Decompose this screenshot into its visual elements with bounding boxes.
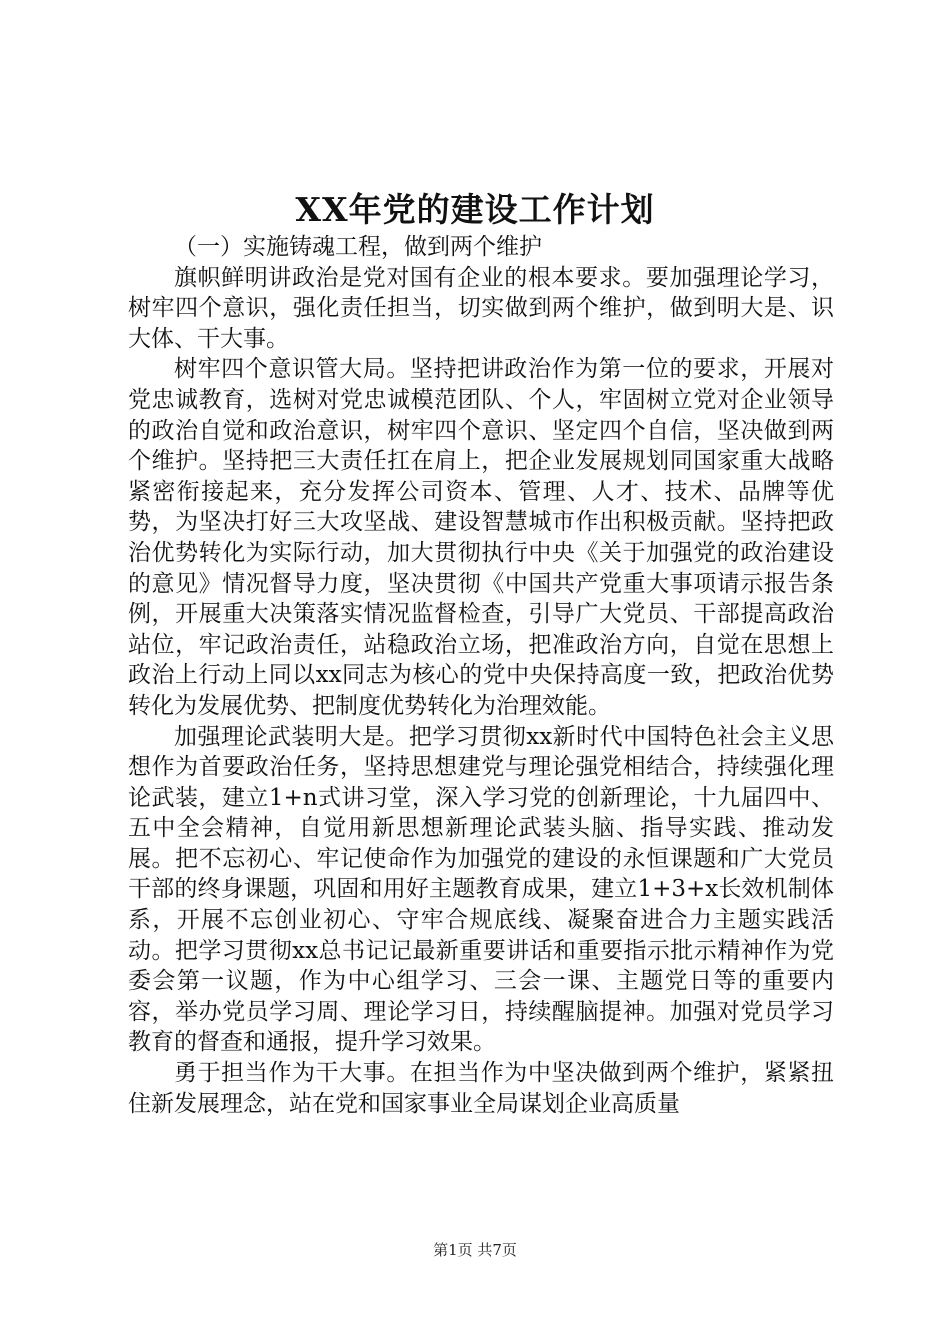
section-heading: （一）实施铸魂工程，做到两个维护 [174, 234, 542, 260]
paragraph: 旗帜鲜明讲政治是党对国有企业的根本要求。要加强理论学习，树牢四个意识，强化责任担当，切实做到两个维护，做到明大是、识大体、干大事。 [128, 264, 834, 352]
document-body [128, 232, 834, 1119]
page-footer: 第1页 共7页 [433, 1241, 517, 1259]
paragraph: 加强理论武装明大是。把学习贯彻xx新时代中国特色社会主义思想作为首要政治任务，坚持思想建党与理论强党相结合，持续强化理论武装，建立1+n式讲习堂，深入学习党的创新理论，十九届四中、五中全会精神，自觉用新思想新理论武装头脑、指导实践、推动发展。把不忘初心、牢记使命作为加强党的建设的永恒课题和广大党员干部的终身课题，巩固和用好主题教育成果，建立1+3+x长效机制体系，开展不忘创业初心、守牢合规底线、凝聚奋进合力主题实践活动。把学习贯彻xx总书记记最新重要讲话和重要指示批示精神作为党委会第一议题，作为中心组学习、三会一课、主题党日等的重要内容，举办党员学习周、理论学习日，持续醒脑提神。加强对党员学习教育的督查和通报，提升学习效果。 [128, 723, 834, 1056]
paragraph: 勇于担当作为干大事。在担当作为中坚决做到两个维护，紧紧扭住新发展理念，站在党和国家事业全局谋划企业高质量 [128, 1060, 834, 1117]
paragraph: 树牢四个意识管大局。坚持把讲政治作为第一位的要求，开展对党忠诚教育，选树对党忠诚模范团队、个人，牢固树立党对企业领导的政治自觉和政治意识，树牢四个意识、坚定四个自信，坚决做到两个维护。坚持把三大责任扛在肩上，把企业发展规划同国家重大战略紧密衔接起来，充分发挥公司资本、管理、人才、技术、品牌等优势，为坚决打好三大攻坚战、建设智慧城市作出积极贡献。坚持把政治优势转化为实际行动，加大贯彻执行中央《关于加强党的政治建设的意见》情况督导力度，坚决贯彻《中国共产党重大事项请示报告条例，开展重大决策落实情况监督检查，引导广大党员、干部提高政治站位，牢记政治责任，站稳政治立场，把准政治方向，自觉在思想上政治上行动上同以xx同志为核心的党中央保持高度一致，把政治优势转化为发展优势、把制度优势转化为治理效能。 [128, 356, 834, 719]
document-title: XX年党的建设工作计划 [295, 190, 655, 229]
